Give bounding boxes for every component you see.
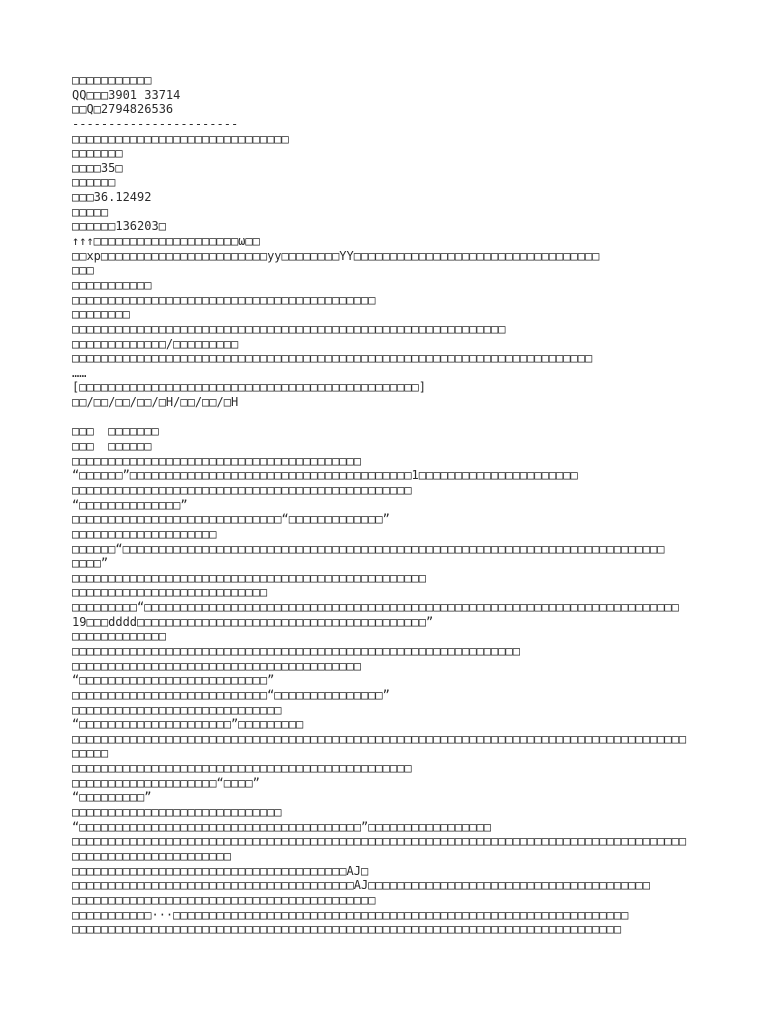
text-line: □□□□□□□□□□□ bbox=[72, 277, 152, 292]
text-line bbox=[72, 410, 712, 425]
text-line: QQ□□□3901 33714 bbox=[72, 87, 181, 102]
text-line: □□□ bbox=[72, 263, 94, 278]
text-line: □□□□□□□□□□□□□□□□□□□□□□□□□□□□□□□□□□□□□□□AJ□□□□□□□□□□□□□□□□□□□□□□□□□□□□□□□□□□□□□□□ bbox=[72, 878, 650, 893]
text-line: □□/□□/□□/□□/□H/□□/□□/□H bbox=[72, 395, 239, 410]
text-line: □□□□□□□□□□□□□□□□□□□□□□□□□□□“□□□□□□□□□□□□□□□” bbox=[72, 687, 390, 702]
text-line: □□□ □□□□□□ bbox=[72, 439, 152, 454]
text-line: □□□ □□□□□□□ bbox=[72, 424, 159, 439]
text-line: □□□□□□□□ bbox=[72, 307, 130, 322]
text-line: 19□□□dddd□□□□□□□□□□□□□□□□□□□□□□□□□□□□□□□□□□□□□□□□” bbox=[72, 614, 434, 629]
text-line: □□□□□□“□□□□□□□□□□□□□□□□□□□□□□□□□□□□□□□□□□□□□□□□□□□□□□□□□□□□□□□□□□□□□□□□□□□□□□□□□□□ bbox=[72, 541, 665, 556]
text-line: □□□□□□ bbox=[72, 175, 116, 190]
text-line: …… bbox=[72, 365, 87, 380]
text-line: □□□□□□□□□□□□□□□□□□□□□□□□□□□□□ bbox=[72, 805, 282, 820]
text-line: □□□36.12492 bbox=[72, 190, 152, 205]
text-line: □□□□□□□□□□□□□□□□□□□□□□□□□□□□□□□□□□□□□□AJ□ bbox=[72, 863, 369, 878]
text-line: □□□□□□□□□“□□□□□□□□□□□□□□□□□□□□□□□□□□□□□□□□□□□□□□□□□□□□□□□□□□□□□□□□□□□□□□□□□□□□□□□□□□ bbox=[72, 600, 679, 615]
document-body bbox=[72, 73, 712, 937]
text-line: □□□□□□□□□□□□□□□□□□□□□□□□□□□□□□□□□□□□□□□□□□□□□□□ bbox=[72, 482, 412, 497]
text-line: □□□□□□□□□□□□□□□□□□□□□□□□□□□□□□□□□□□□□□□□□□□□□□□□□□□□□□□□□□□□□□□□□□□□□□□□□□□□ bbox=[72, 922, 622, 937]
text-line: □□□□□□□□□□□□□□□□□□□□□□□□□□□□□□□□□□□□□□□□□□ bbox=[72, 292, 376, 307]
text-line: ↑↑↑□□□□□□□□□□□□□□□□□□□□ω□□ bbox=[72, 234, 260, 249]
text-line: ----------------------- bbox=[72, 116, 239, 131]
text-line: □□□□□□□□□□□□□□□□□□□□□□□□□□□□□“□□□□□□□□□□□□□” bbox=[72, 512, 390, 527]
text-line: □□□□□□□□□□□□□□□□□□□□□□□□□□□□□□□□□□□□□□□□ bbox=[72, 658, 361, 673]
text-line: □□□□□□□□□□□□□ bbox=[72, 629, 166, 644]
text-line: □□□□□□□□□□□□□□□□□□□□□□□□□□□ bbox=[72, 585, 268, 600]
text-line: [□□□□□□□□□□□□□□□□□□□□□□□□□□□□□□□□□□□□□□□□□□□□□□□] bbox=[72, 380, 427, 395]
text-line: □□xp□□□□□□□□□□□□□□□□□□□□□□□yy□□□□□□□□YY□□□□□□□□□□□□□□□□□□□□□□□□□□□□□□□□□□ bbox=[72, 248, 600, 263]
text-line: “□□□□□□□□□□□□□□□□□□□□□□□□□□” bbox=[72, 673, 275, 688]
text-line: “□□□□□□□□□□□□□□” bbox=[72, 497, 188, 512]
text-line: □□□□□□□□□□□□□□□□□□□□□□□□□□□□□□□□□□□□□□□□□□□□□□□ bbox=[72, 761, 412, 776]
text-line: □□□□□□□□□□□□□□□□□□□□□□□□□□□□□ bbox=[72, 702, 282, 717]
text-line: □□□□□□□□□□□ bbox=[72, 73, 152, 87]
text-line: □□□□□□□□□□□□□□□□□□□□□□□□□□□□□□□□□□□□□□□□□□ bbox=[72, 892, 376, 907]
text-line: “□□□□□□□□□□□□□□□□□□□□□□□□□□□□□□□□□□□□□□□”□□□□□□□□□□□□□□□□□ bbox=[72, 819, 492, 834]
text-line: □□Q□2794826536 bbox=[72, 102, 174, 117]
text-line: □□□□□ bbox=[72, 204, 109, 219]
text-line: □□□□□□□□□□□···□□□□□□□□□□□□□□□□□□□□□□□□□□□□□□□□□□□□□□□□□□□□□□□□□□□□□□□□□□□□□□□ bbox=[72, 907, 629, 922]
text-line: □□□□□□□□□□□□□/□□□□□□□□□ bbox=[72, 336, 239, 351]
text-line: □□□□□□□ bbox=[72, 146, 123, 161]
text-line: □□□□□□□□□□□□□□□□□□□□ bbox=[72, 526, 217, 541]
text-line: □□□□□□136203□ bbox=[72, 219, 166, 234]
text-line: □□□□□□□□□□□□□□□□□□□□□□□□□□□□□□□□□□□□□□□□□□□□□□□□□□□□□□□□□□□□ bbox=[72, 321, 506, 336]
text-line: □□□□□□□□□□□□□□□□□□□□□□□□□□□□□□□□□□□□□□□□□□□□□□□□□□□□□□□□□□□□□□□□□□□□□□□□□□□□□□□□□□□□□ bbox=[72, 731, 687, 746]
text-line: “□□□□□□”□□□□□□□□□□□□□□□□□□□□□□□□□□□□□□□□□□□□□□□1□□□□□□□□□□□□□□□□□□□□□□ bbox=[72, 468, 578, 483]
text-line: □□□□□□□□□□□□□□□□□□□□□□□□□□□□□□□□□□□□□□□□□□□□□□□□□□□□□□□□□□□□□□ bbox=[72, 643, 520, 658]
text-line: □□□□35□ bbox=[72, 160, 123, 175]
text-line: □□□□□□□□□□□□□□□□□□□□□□□□□□□□□□□□□□□□□□□□□□□□□□□□□□□□□□□□□□□□□□□□□□□□□□□□□□□□□□□□□□□□□ bbox=[72, 834, 687, 849]
text-line: “□□□□□□□□□” bbox=[72, 790, 152, 805]
text-line: □□□□□□□□□□□□□□□□□□□□□□□□□□□□□□□□□□□□□□□□□□□□□□□□□□□□□□□□□□□□□□□□□□□□□□□□ bbox=[72, 351, 593, 366]
text-line: □□□□□□□□□□□□□□□□□□□□□□ bbox=[72, 848, 231, 863]
text-line: □□□□□□□□□□□□□□□□□□□□“□□□□” bbox=[72, 775, 260, 790]
text-line: □□□□” bbox=[72, 556, 109, 571]
text-line: □□□□□□□□□□□□□□□□□□□□□□□□□□□□□□□□□□□□□□□□ bbox=[72, 453, 361, 468]
text-line: “□□□□□□□□□□□□□□□□□□□□□”□□□□□□□□□ bbox=[72, 717, 304, 732]
text-line: □□□□□□□□□□□□□□□□□□□□□□□□□□□□□□□□□□□□□□□□□□□□□□□□□ bbox=[72, 570, 427, 585]
text-line: □□□□□□□□□□□□□□□□□□□□□□□□□□□□□□ bbox=[72, 131, 289, 146]
text-line: □□□□□ bbox=[72, 746, 109, 761]
